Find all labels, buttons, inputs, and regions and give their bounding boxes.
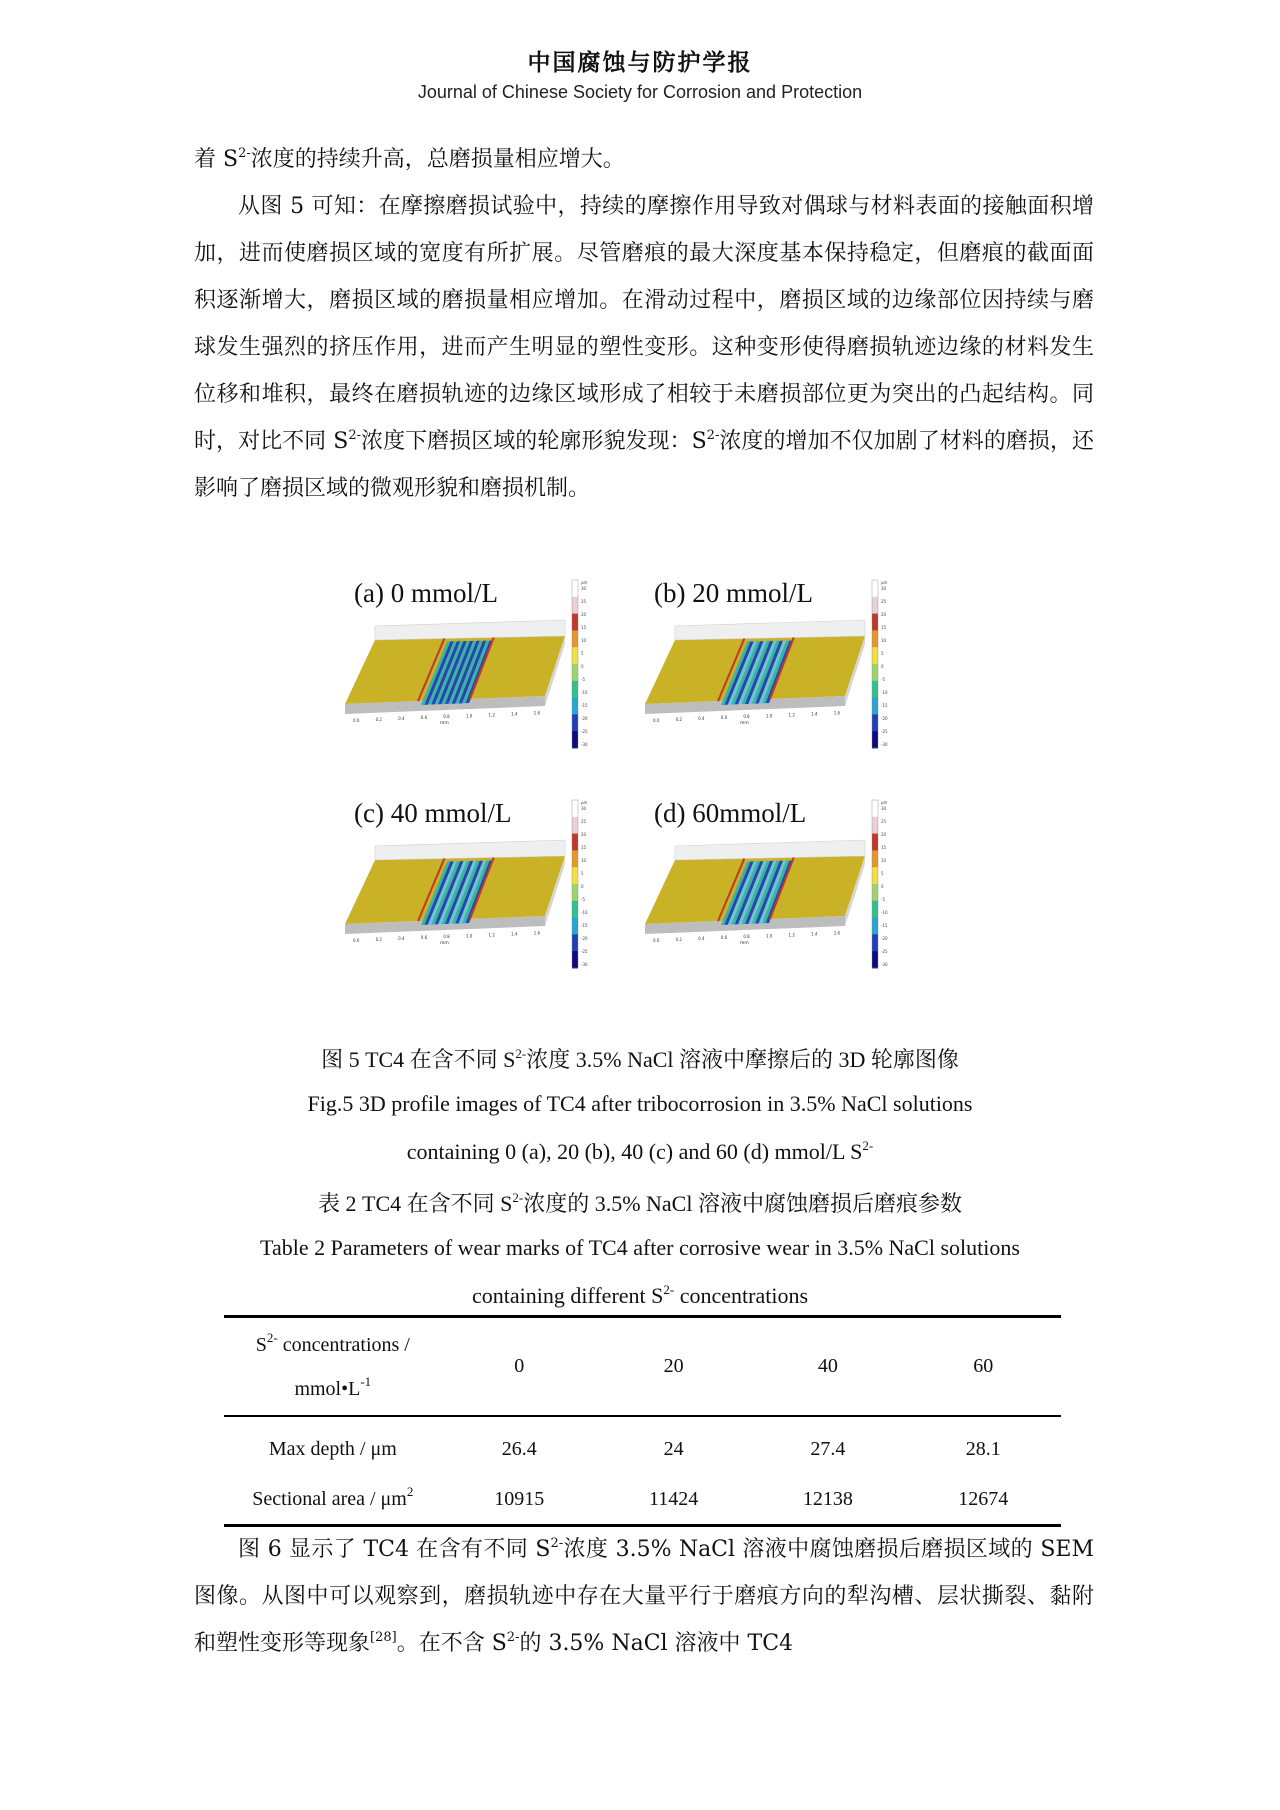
paragraph-3 [194,1526,1094,1667]
colorbar-segment [872,630,878,647]
colorbar-tick-label: -5 [881,897,885,902]
header-cell-concentration [224,1317,442,1417]
x-tick-label: 0.4 [698,936,705,942]
colorbar-segment [572,934,578,951]
table-caption-en-2 [0,1283,1280,1309]
colorbar-tick-label: 10 [581,638,587,643]
journal-title-cn: 中国腐蚀与防护学报 [527,50,753,76]
x-tick-label: 1.2 [788,932,795,938]
row-label [224,1474,442,1526]
colorbar-tick-label: 25 [881,819,887,824]
table-cell: 12674 [958,1487,1009,1510]
colorbar-segment [872,664,878,681]
colorbar-segment [872,951,878,968]
text: 图 5 TC4 在含不同 S [321,1047,516,1072]
text: containing 0 (a), 20 (b), 40 (c) and 60 (d) mmol/L S [406,1139,863,1164]
header-cell: 60 [973,1355,994,1377]
colorbar-tick-label: 20 [581,612,587,617]
text: concentrations / [277,1333,410,1356]
colorbar-unit: μm [881,800,888,805]
colorbar-unit: μm [581,580,588,585]
paragraph-1 [194,136,1094,183]
colorbar-segment [572,951,578,968]
colorbar-tick-label: -15 [881,923,888,928]
text: 浓度的增加不仅加剧了材料的磨损，还影响了磨损区域的微观形貌和磨损机制。 [194,429,1094,501]
superscript: 2- [550,1536,564,1551]
x-axis-unit: mm [740,721,749,726]
colorbar-tick-label: -15 [881,703,888,708]
x-tick-label: 0.0 [653,938,660,943]
text: mmol•L [294,1377,361,1400]
table-cell: 26.4 [501,1437,537,1460]
x-tick-label: 1.0 [765,713,773,719]
colorbar-tick-label: 15 [581,845,587,850]
colorbar-tick-label: 5 [581,871,584,876]
colorbar-tick-label: -30 [581,962,588,967]
colorbar-tick-label: 0 [881,664,884,669]
colorbar-segment [872,614,878,631]
colorbar-tick-label: 5 [881,651,884,656]
x-tick-label: 0.6 [720,935,728,941]
table-2 [224,1315,1061,1527]
colorbar-unit: μm [881,580,888,585]
colorbar-tick-label: 25 [581,599,587,604]
3d-profile-plot [640,578,940,798]
colorbar-segment [572,918,578,935]
panel-label: (a) 0 mmol/L [354,578,498,608]
text: 图 6 显示了 TC4 在含有不同 S [238,1537,551,1562]
colorbar-segment [872,901,878,918]
colorbar-tick-label: -25 [581,949,588,954]
colorbar-tick-label: -10 [581,690,588,695]
x-tick-label: 1.2 [488,932,495,938]
colorbar-tick-label: -30 [581,742,588,747]
figure-panel-a [340,578,640,798]
panel-label: (c) 40 mmol/L [354,798,512,828]
colorbar-tick-label: 0 [881,884,884,889]
colorbar-tick-label: 20 [881,832,887,837]
colorbar-segment [572,580,578,597]
colorbar-segment [572,800,578,817]
colorbar-tick-label: 10 [881,858,887,863]
colorbar-tick-label: 15 [881,625,887,630]
header-cell: 20 [663,1355,684,1377]
x-tick-label: 0.2 [675,717,682,723]
colorbar-tick-label: -20 [581,936,588,941]
table-caption-cn [0,1187,1280,1218]
header-cell: 40 [817,1355,838,1377]
colorbar-tick-label: 20 [581,832,587,837]
colorbar-segment [872,817,878,834]
panel-label: (d) 60mmol/L [654,798,807,828]
x-tick-label: 1.6 [833,930,841,936]
text: 浓度的 3.5% NaCl 溶液中腐蚀磨损后磨痕参数 [523,1191,962,1216]
table-cell: 28.1 [965,1437,1001,1460]
colorbar-segment [872,731,878,748]
colorbar-tick-label: 10 [581,858,587,863]
citation-ref[interactable]: [28] [370,1630,397,1645]
x-tick-label: 0.6 [720,715,728,721]
colorbar-segment [872,834,878,851]
colorbar-segment [872,681,878,698]
colorbar-segment [572,714,578,731]
colorbar-tick-label: 15 [881,845,887,850]
colorbar-segment [572,850,578,867]
figure-caption-en-2 [0,1139,1280,1165]
text: 从图 5 可知：在摩擦磨损试验中，持续的摩擦作用导致对偶球与材料表面的接触面积增加，进而使磨损区域的宽度有所扩展。尽管磨痕的最大深度基本保持稳定，但磨痕的截面面积逐渐增大，磨损区域的磨损量相应增加。在滑动过程中，磨损区域的边缘部位因持续与磨球发生强烈的挤压作用，进而产生明显的塑性变形。这种变形使得磨损轨迹边缘的材料发生位移和堆积，最终在磨损轨迹的边缘区域形成了相较于未磨损部位更为突出的凸起结构。同时，对比不同 S [194,194,1094,454]
superscript: 2- [663,1282,675,1297]
text: 的 3.5% NaCl 溶液中 TC4 [519,1631,794,1656]
x-tick-label: 0.8 [743,934,750,940]
x-tick-label: 0.6 [420,715,428,721]
x-axis-unit: mm [440,941,449,946]
table-caption-en-1: Table 2 Parameters of wear marks of TC4 after corrosive wear in 3.5% NaCl solutions [260,1235,1020,1260]
colorbar-segment [872,714,878,731]
colorbar-tick-label: 25 [581,819,587,824]
colorbar-segment [872,698,878,715]
colorbar-tick-label: -30 [881,742,888,747]
text: S [255,1333,267,1356]
colorbar-segment [572,630,578,647]
superscript: 2- [238,146,251,161]
colorbar-segment [572,698,578,715]
colorbar-tick-label: 30 [581,806,587,811]
x-tick-label: 0.8 [743,714,750,720]
colorbar-tick-label: -15 [581,923,588,928]
x-tick-label: 1.2 [488,712,495,718]
colorbar-segment [872,580,878,597]
x-tick-label: 1.4 [811,931,818,937]
colorbar-segment [572,647,578,664]
colorbar-tick-label: 25 [881,599,887,604]
text: 浓度 3.5% NaCl 溶液中摩擦后的 3D 轮廓图像 [526,1047,959,1072]
x-tick-label: 0.0 [353,718,360,723]
paragraph-2 [194,183,1094,512]
x-tick-label: 0.6 [420,935,428,941]
x-tick-label: 0.2 [375,717,382,723]
colorbar-segment [872,867,878,884]
colorbar-segment [572,681,578,698]
colorbar-segment [872,934,878,951]
x-tick-label: 0.8 [443,714,450,720]
superscript: 2- [348,428,361,443]
colorbar-tick-label: 30 [881,586,887,591]
text: 浓度的持续升高，总磨损量相应增大。 [250,147,625,172]
x-tick-label: 0.4 [698,716,705,722]
colorbar-segment [872,597,878,614]
figure-5 [340,578,940,1018]
figure-caption-cn [0,1043,1280,1074]
colorbar-segment [572,884,578,901]
figure-panel-b [640,578,940,798]
x-tick-label: 0.2 [675,937,682,943]
table-row [224,1416,1061,1474]
text: 表 2 TC4 在含不同 S [318,1191,513,1216]
colorbar-tick-label: -15 [581,703,588,708]
x-tick-label: 1.6 [533,930,541,936]
text: Max depth / μm [268,1437,397,1460]
table-cell: 11424 [648,1487,699,1510]
superscript: -1 [360,1373,372,1389]
colorbar-segment [872,800,878,817]
colorbar-tick-label: -25 [881,729,888,734]
text: concentrations [674,1283,809,1308]
x-tick-label: 1.6 [533,710,541,716]
colorbar-tick-label: -20 [881,716,888,721]
x-tick-label: 1.0 [765,933,773,939]
colorbar-tick-label: 30 [581,586,587,591]
colorbar-tick-label: -30 [881,962,888,967]
superscript: 2- [506,1630,520,1645]
figure-panel-c [340,798,640,1018]
wear-parameter-table [224,1315,1061,1527]
figure-caption-en-1: Fig.5 3D profile images of TC4 after tribocorrosion in 3.5% NaCl solutions [307,1091,973,1116]
x-axis-unit: mm [740,941,749,946]
colorbar-tick-label: 15 [581,625,587,630]
text: Sectional area / μm [252,1487,407,1510]
table-cell: 24 [663,1437,684,1460]
table-header-row [224,1317,1061,1417]
journal-title-en: Journal of Chinese Society for Corrosion and Protection [417,82,863,102]
3d-profile-plot [340,578,640,798]
superscript: 2- [706,428,720,443]
colorbar-tick-label: 10 [881,638,887,643]
colorbar-tick-label: -10 [881,910,888,915]
colorbar-tick-label: -5 [581,897,585,902]
table-cell: 12138 [802,1487,853,1510]
x-tick-label: 1.4 [811,711,818,717]
table-cell: 10915 [494,1487,545,1510]
colorbar-tick-label: -20 [581,716,588,721]
superscript: 2- [512,1190,524,1205]
colorbar-tick-label: -10 [881,690,888,695]
colorbar-tick-label: -25 [881,949,888,954]
x-tick-label: 1.4 [511,931,518,937]
colorbar-tick-label: -5 [881,677,885,682]
x-tick-label: 0.4 [398,936,405,942]
superscript: 2- [862,1138,874,1153]
superscript: 2- [266,1329,278,1345]
colorbar-segment [572,867,578,884]
colorbar-segment [572,834,578,851]
x-tick-label: 1.0 [465,713,473,719]
colorbar-tick-label: -10 [581,910,588,915]
text: 着 S [194,147,239,172]
header-cell: 0 [514,1355,525,1377]
text: containing different S [471,1283,664,1308]
colorbar-tick-label: 30 [881,806,887,811]
x-tick-label: 1.0 [465,933,473,939]
x-tick-label: 1.4 [511,711,518,717]
superscript: 2- [515,1046,527,1061]
colorbar-segment [572,901,578,918]
x-axis-unit: mm [440,721,449,726]
x-tick-label: 0.2 [375,937,382,943]
colorbar-tick-label: -5 [581,677,585,682]
colorbar-segment [572,614,578,631]
colorbar-segment [572,817,578,834]
x-tick-label: 0.4 [398,716,405,722]
figure-panel-d [640,798,940,1018]
table-row [224,1474,1061,1526]
colorbar-tick-label: 5 [881,871,884,876]
x-tick-label: 0.8 [443,934,450,940]
superscript: 2 [406,1483,414,1499]
colorbar-segment [572,597,578,614]
panel-label: (b) 20 mmol/L [654,578,813,608]
3d-profile-plot [640,798,940,1018]
colorbar-tick-label: -20 [881,936,888,941]
colorbar-tick-label: 20 [881,612,887,617]
text: 。在不含 S [396,1631,507,1656]
colorbar-tick-label: 0 [581,664,584,669]
colorbar-segment [872,918,878,935]
table-cell: 27.4 [810,1437,846,1460]
x-tick-label: 0.0 [653,718,660,723]
colorbar-segment [872,850,878,867]
colorbar-segment [872,647,878,664]
colorbar-tick-label: 5 [581,651,584,656]
3d-profile-plot [340,798,640,1018]
x-tick-label: 1.6 [833,710,841,716]
colorbar-tick-label: -25 [581,729,588,734]
colorbar-segment [572,731,578,748]
x-tick-label: 0.0 [353,938,360,943]
text: 浓度下磨损区域的轮廓形貌发现：S [361,429,707,454]
x-tick-label: 1.2 [788,712,795,718]
colorbar-segment [572,664,578,681]
row-label [224,1416,442,1474]
text: 浓度 3.5% NaCl 溶液中腐蚀磨损后磨损区域的 SEM 图像。从图中可以观察到，磨损轨迹中存在大量平行于磨痕方向的犁沟槽、层状撕裂、黏附和塑性变形等现象 [194,1537,1094,1656]
colorbar-tick-label: 0 [581,884,584,889]
colorbar-segment [872,884,878,901]
colorbar-unit: μm [581,800,588,805]
